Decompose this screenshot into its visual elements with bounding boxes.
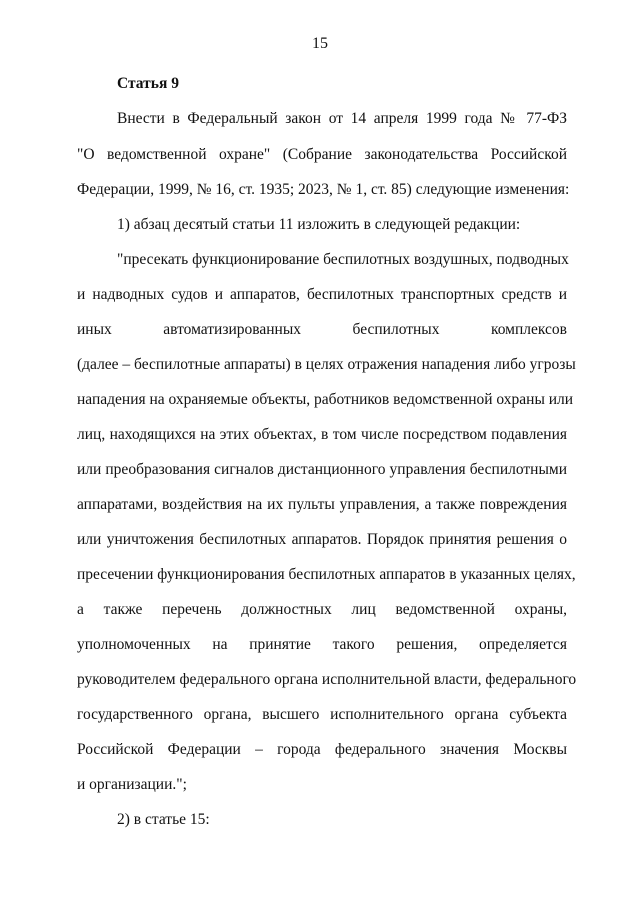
text-line: Внести в Федеральный закон от 14 апреля 1999 года № 77-ФЗ <box>117 110 567 127</box>
text-line: лиц, находящихся на этих объектах, в том числе посредством подавления <box>77 426 567 443</box>
text-line: 2) в статье 15: <box>117 811 210 828</box>
text-line: аппаратами, воздействия на их пульты управления, а также повреждения <box>77 496 567 513</box>
text-line: а также перечень должностных лиц ведомственной охраны, <box>77 601 567 618</box>
page-number: 15 <box>312 35 328 52</box>
text-line: Российской Федерации – города федерального значения Москвы <box>77 741 567 758</box>
text-line: и надводных судов и аппаратов, беспилотных транспортных средств и <box>77 286 567 303</box>
article-title: Статья 9 <box>117 75 179 92</box>
text-line: и организации."; <box>77 776 187 793</box>
text-line: 1) абзац десятый статьи 11 изложить в следующей редакции: <box>117 216 521 233</box>
text-line: уполномоченных на принятие такого решения, определяется <box>77 636 567 653</box>
text-line: государственного органа, высшего исполнительного органа субъекта <box>77 706 567 723</box>
text-line: или преобразования сигналов дистанционного управления беспилотными <box>77 461 567 478</box>
text-line: руководителем федерального органа исполнительной власти, федерального <box>77 671 577 688</box>
text-line: "О ведомственной охране" (Собрание законодательства Российской <box>77 146 567 163</box>
text-line: Федерации, 1999, № 16, ст. 1935; 2023, № 1, ст. 85) следующие изменения: <box>77 181 570 198</box>
text-line: пресечении функционирования беспилотных аппаратов в указанных целях, <box>77 566 576 583</box>
text-line: или уничтожения беспилотных аппаратов. Порядок принятия решения о <box>77 531 567 548</box>
text-line: иных автоматизированных беспилотных комплексов <box>77 321 567 338</box>
text-line: (далее – беспилотные аппараты) в целях отражения нападения либо угрозы <box>77 356 576 373</box>
text-line: "пресекать функционирование беспилотных воздушных, подводных <box>117 251 569 268</box>
text-line: нападения на охраняемые объекты, работников ведомственной охраны или <box>77 391 574 408</box>
